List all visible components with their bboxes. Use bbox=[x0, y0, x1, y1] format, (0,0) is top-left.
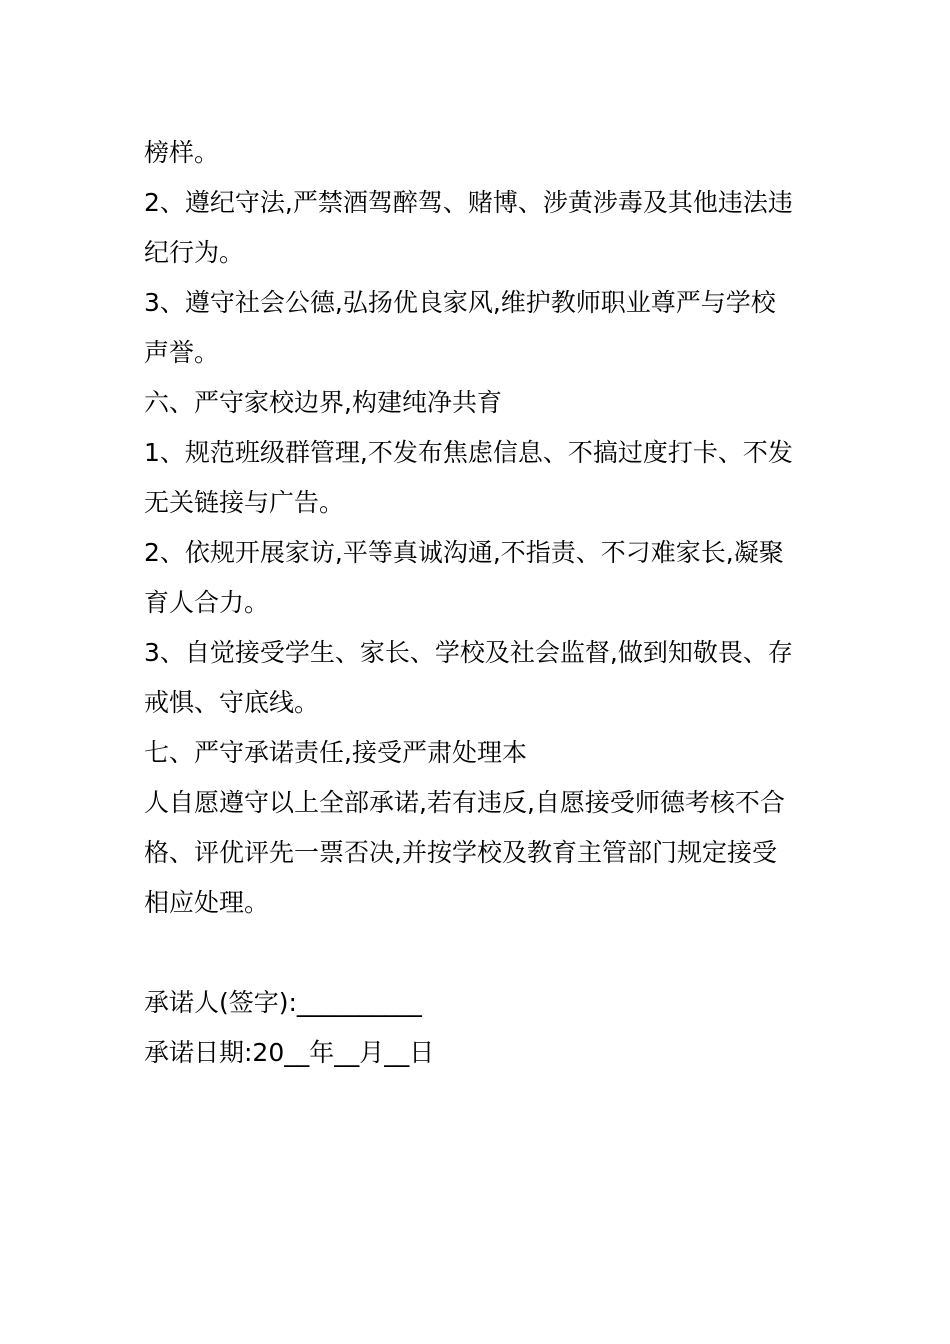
body-line: 2、依规开展家访,平等真诚沟通,不指责、不刁难家长,凝聚 bbox=[144, 538, 784, 567]
date-line: 承诺日期:20__年__月__日 bbox=[144, 1038, 435, 1067]
body-line: 3、遵守社会公德,弘扬优良家风,维护教师职业尊严与学校 bbox=[144, 288, 776, 317]
body-line: 声誉。 bbox=[144, 338, 220, 367]
document-body bbox=[144, 128, 814, 1078]
body-line: 格、评优评先一票否决,并按学校及教育主管部门规定接受 bbox=[144, 838, 777, 867]
body-line: 2、遵纪守法,严禁酒驾醉驾、赌博、涉黄涉毒及其他违法违 bbox=[144, 188, 793, 217]
body-line: 人自愿遵守以上全部承诺,若有违反,自愿接受师德考核不合 bbox=[144, 788, 785, 817]
body-line: 1、规范班级群管理,不发布焦虑信息、不搞过度打卡、不发 bbox=[144, 438, 793, 467]
body-line: 相应处理。 bbox=[144, 888, 270, 917]
body-line: 育人合力。 bbox=[144, 588, 270, 617]
body-line: 纪行为。 bbox=[144, 238, 245, 267]
signature-line: 承诺人(签字):__________ bbox=[144, 988, 422, 1017]
section-heading: 六、严守家校边界,构建纯净共育 bbox=[144, 388, 502, 417]
blank-line bbox=[144, 928, 814, 978]
body-line: 无关链接与广告。 bbox=[144, 488, 345, 517]
section-heading: 七、严守承诺责任,接受严肃处理本 bbox=[144, 738, 527, 767]
body-line: 戒惧、守底线。 bbox=[144, 688, 320, 717]
body-line: 3、自觉接受学生、家长、学校及社会监督,做到知敬畏、存 bbox=[144, 638, 793, 667]
body-line: 榜样。 bbox=[144, 138, 220, 167]
